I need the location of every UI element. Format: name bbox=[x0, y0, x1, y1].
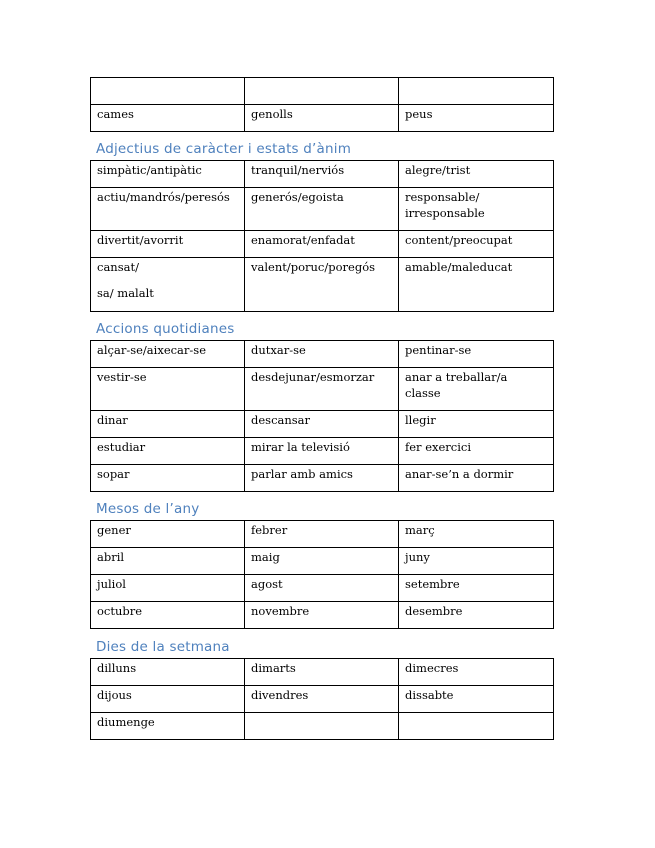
table-cell: sopar bbox=[91, 465, 245, 492]
table-cell: alegre/trist bbox=[399, 161, 554, 188]
table-cell bbox=[399, 368, 554, 411]
table-cell: mirar la televisió bbox=[245, 438, 399, 465]
table-cell: pentinar-se bbox=[399, 341, 554, 368]
table-cell bbox=[91, 78, 245, 105]
table-cell: dimecres bbox=[399, 659, 554, 686]
table-row bbox=[91, 78, 554, 105]
table-cell bbox=[245, 78, 399, 105]
table-cell: maig bbox=[245, 548, 399, 575]
table-cell: peus bbox=[399, 105, 554, 132]
table-row bbox=[91, 686, 554, 713]
months-table bbox=[90, 520, 554, 629]
table-cell: generós/egoista bbox=[245, 188, 399, 231]
table-cell: divertit/avorrit bbox=[91, 231, 245, 258]
table-row bbox=[91, 659, 554, 686]
body-parts-table bbox=[90, 77, 554, 132]
table-row bbox=[91, 258, 554, 312]
table-cell: juny bbox=[399, 548, 554, 575]
cell-line: cansat/ bbox=[97, 260, 139, 274]
table-cell: dissabte bbox=[399, 686, 554, 713]
table-cell: octubre bbox=[91, 602, 245, 629]
table-cell: gener bbox=[91, 521, 245, 548]
table-cell: agost bbox=[245, 575, 399, 602]
table-cell: febrer bbox=[245, 521, 399, 548]
table-cell: desembre bbox=[399, 602, 554, 629]
weekdays-table bbox=[90, 658, 554, 740]
table-row bbox=[91, 575, 554, 602]
table-cell bbox=[91, 258, 245, 312]
cell-line: sa/ malalt bbox=[97, 286, 154, 300]
table-cell: genolls bbox=[245, 105, 399, 132]
section-heading-adjectives: Adjectius de caràcter i estats d’ànim bbox=[96, 141, 352, 157]
table-cell: dijous bbox=[91, 686, 245, 713]
section-heading-daily-actions: Accions quotidianes bbox=[96, 321, 235, 337]
table-row bbox=[91, 438, 554, 465]
table-cell: tranquil/nerviós bbox=[245, 161, 399, 188]
cell-line: classe bbox=[405, 386, 441, 400]
table-cell: amable/maleducat bbox=[399, 258, 554, 312]
table-cell: descansar bbox=[245, 411, 399, 438]
table-cell: dinar bbox=[91, 411, 245, 438]
table-cell: alçar-se/aixecar-se bbox=[91, 341, 245, 368]
table-cell: setembre bbox=[399, 575, 554, 602]
table-cell: dimarts bbox=[245, 659, 399, 686]
table-row bbox=[91, 602, 554, 629]
cell-line: irresponsable bbox=[405, 206, 485, 220]
section-heading-months: Mesos de l’any bbox=[96, 501, 200, 517]
table-cell: cames bbox=[91, 105, 245, 132]
table-cell: estudiar bbox=[91, 438, 245, 465]
table-row bbox=[91, 548, 554, 575]
table-cell: diumenge bbox=[91, 713, 245, 740]
table-cell bbox=[399, 188, 554, 231]
table-cell: parlar amb amics bbox=[245, 465, 399, 492]
table-row bbox=[91, 188, 554, 231]
table-cell: content/preocupat bbox=[399, 231, 554, 258]
table-cell: valent/poruc/poregós bbox=[245, 258, 399, 312]
table-cell: novembre bbox=[245, 602, 399, 629]
table-cell: llegir bbox=[399, 411, 554, 438]
table-cell: vestir-se bbox=[91, 368, 245, 411]
table-row bbox=[91, 231, 554, 258]
cell-line: anar a treballar/a bbox=[405, 370, 508, 384]
table-row bbox=[91, 465, 554, 492]
table-cell: dilluns bbox=[91, 659, 245, 686]
cell-line: responsable/ bbox=[405, 190, 480, 204]
table-cell: divendres bbox=[245, 686, 399, 713]
table-cell: dutxar-se bbox=[245, 341, 399, 368]
table-cell: simpàtic/antipàtic bbox=[91, 161, 245, 188]
table-cell: abril bbox=[91, 548, 245, 575]
table-cell: juliol bbox=[91, 575, 245, 602]
section-heading-weekdays: Dies de la setmana bbox=[96, 639, 230, 655]
table-cell: enamorat/enfadat bbox=[245, 231, 399, 258]
table-cell: actiu/mandrós/peresós bbox=[91, 188, 245, 231]
table-row bbox=[91, 411, 554, 438]
table-row bbox=[91, 161, 554, 188]
table-cell bbox=[399, 713, 554, 740]
table-cell bbox=[399, 78, 554, 105]
table-cell: març bbox=[399, 521, 554, 548]
table-cell: desdejunar/esmorzar bbox=[245, 368, 399, 411]
cell-spacer bbox=[97, 275, 238, 285]
table-cell: fer exercici bbox=[399, 438, 554, 465]
table-row bbox=[91, 341, 554, 368]
table-row bbox=[91, 713, 554, 740]
table-row bbox=[91, 368, 554, 411]
table-row bbox=[91, 521, 554, 548]
table-cell: anar-se’n a dormir bbox=[399, 465, 554, 492]
adjectives-table bbox=[90, 160, 554, 312]
table-cell bbox=[245, 713, 399, 740]
daily-actions-table bbox=[90, 340, 554, 492]
table-row bbox=[91, 105, 554, 132]
